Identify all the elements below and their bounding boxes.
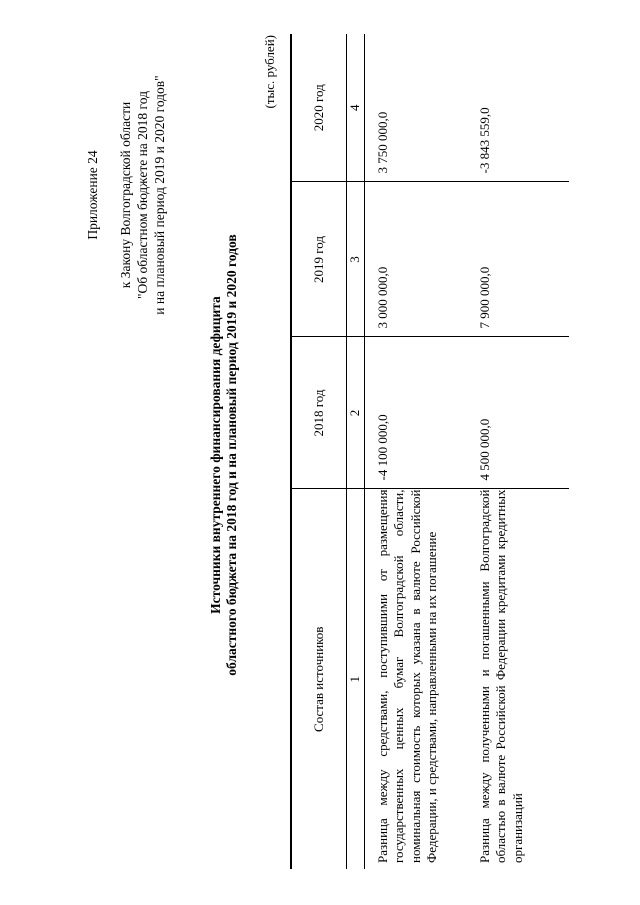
value-2019: 7 900 000,0 [467, 182, 569, 337]
appendix-line: и на плановый период 2019 и 2020 годов" [152, 75, 167, 315]
document-title-line-1: Источники внутреннего финансирования дефицита [208, 296, 223, 614]
value-2020: -3 843 559,0 [467, 34, 569, 182]
column-number: 1 [347, 489, 365, 869]
sources-table [290, 34, 569, 869]
appendix-line: "Об областном бюджете на 2018 год [135, 91, 150, 299]
column-number: 2 [347, 337, 365, 489]
header-2020: 2020 год [291, 34, 347, 182]
header-2019: 2019 год [291, 182, 347, 337]
header-2018: 2018 год [291, 337, 347, 489]
document-title [208, 105, 240, 805]
appendix-line: к Закону Волгоградской области [118, 101, 133, 289]
source-description: Разница между средствами, поступившими от размещения государственных ценных бумаг Волгоградской области, номинальная стоимость которых указана в валюте Российской Федерации, и средствами, направленными на их погашение [374, 489, 439, 863]
column-number: 4 [347, 34, 365, 182]
document-title-line-2: областного бюджета на 2018 год и на плановый период 2019 и 2020 годов [224, 234, 239, 676]
units-label: (тыс. рублей) [262, 35, 277, 109]
appendix-block [84, 30, 168, 360]
header-sources: Состав источников [291, 489, 347, 869]
value-2018: -4 100 000,0 [364, 337, 467, 489]
column-number: 3 [347, 182, 365, 337]
value-2020: 3 750 000,0 [364, 34, 467, 182]
source-description: Разница между полученными и погашенными Волгоградской областью в валюте Российской Федерации кредитами кредитных организаций [476, 489, 525, 863]
value-2019: 3 000 000,0 [364, 182, 467, 337]
table-row [364, 34, 467, 869]
table-row [467, 34, 569, 869]
appendix-title: Приложение 24 [85, 150, 100, 240]
value-2018: 4 500 000,0 [467, 337, 569, 489]
column-number-row [347, 34, 365, 869]
table-header-row [291, 34, 347, 869]
